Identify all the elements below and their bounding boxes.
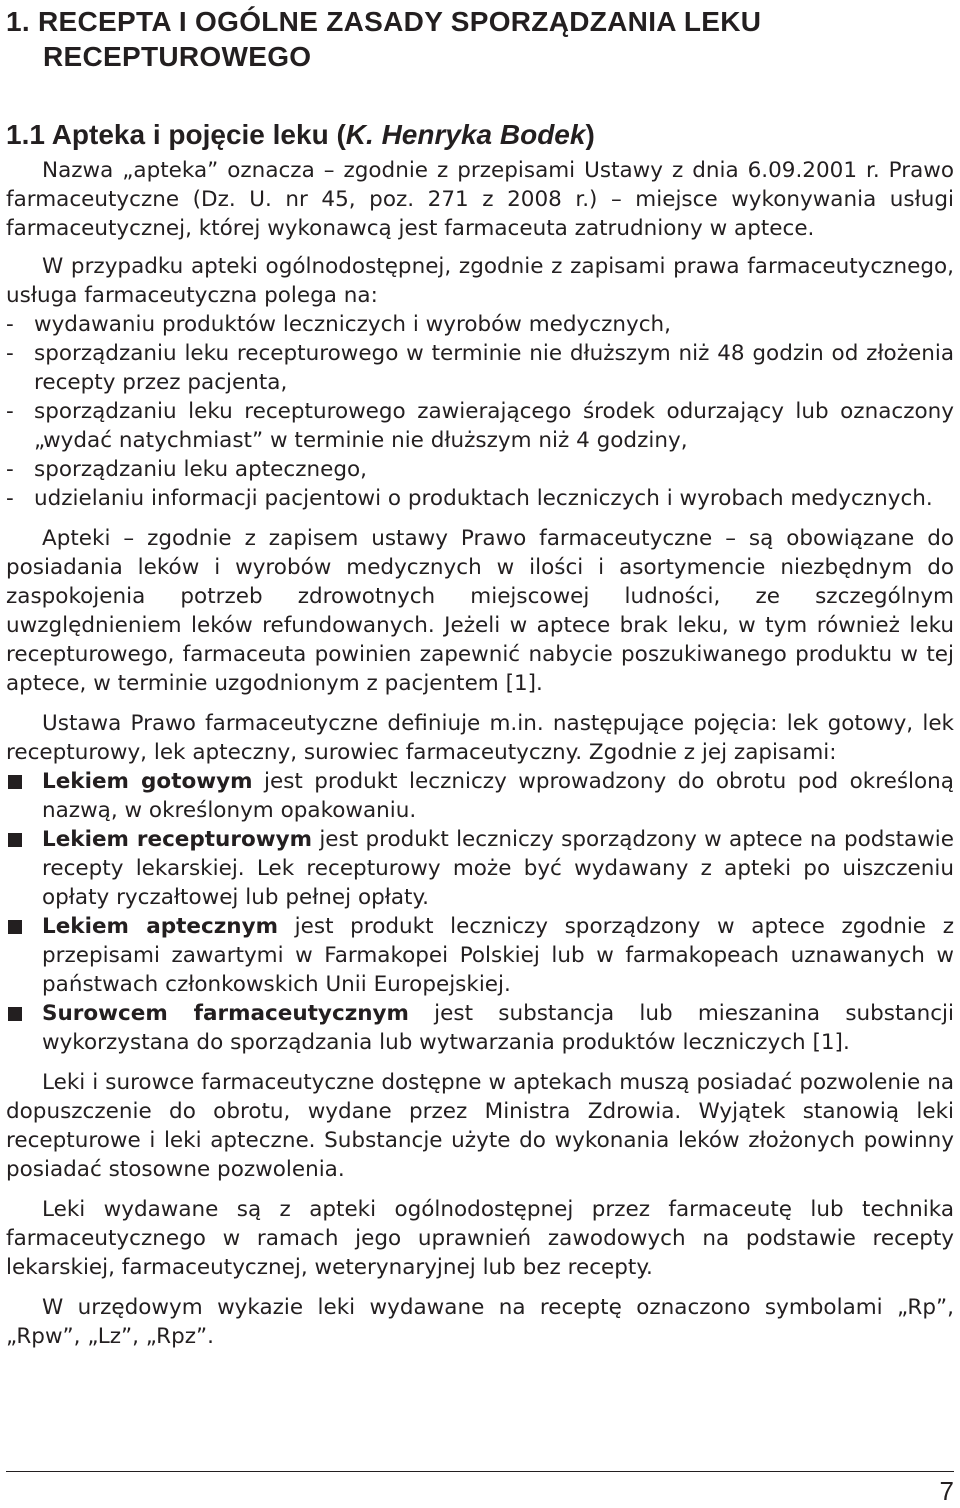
footer-divider: [6, 1471, 954, 1472]
definition-text: jest produkt leczniczy sporządzony w aptece na podstawie recepty lekarskiej. Lek recepturowy może być wydawany z apteki po uiszczeniu opłaty ryczałtowej lub pełnej opłaty.: [42, 827, 954, 910]
chapter-heading-line-1: 1. RECEPTA I OGÓLNE ZASADY SPORZĄDZANIA LEKU: [6, 6, 762, 37]
list-item: - udzielaniu informacji pacjentowi o produktach leczniczych i wyrobach medycznych.: [6, 486, 933, 511]
paragraph-apteka-definition: Nazwa „apteka” oznacza – zgodnie z przepisami Ustawy z dnia 6.09.2001 r. Prawo farmaceutyczne (Dz. U. nr 45, poz. 271 z 2008 r.) – miejsce wykonywania usługi farmaceutycznej, której wykonawcą jest farmaceuta zatrudniony w aptece.: [6, 158, 954, 241]
square-bullet-icon: [8, 920, 22, 934]
list-item: - wydawaniu produktów leczniczych i wyrobów medycznych,: [6, 312, 672, 337]
list-item: - sporządzaniu leku recepturowego w terminie nie dłuższym niż 48 godzin od złożenia recepty przez pacjenta,: [6, 341, 954, 395]
author-paren-open: (: [336, 119, 346, 150]
author-name: K. Henryka Bodek: [345, 119, 586, 150]
list-item: - sporządzaniu leku recepturowego zawierającego środek odurzający lub oznaczony „wydać natychmiast” w terminie nie dłuższym niż 4 godziny,: [6, 399, 954, 453]
author-paren-close: ): [585, 119, 595, 150]
definition-term: Lekiem aptecznym: [42, 914, 278, 939]
dash-marker: -: [6, 486, 14, 511]
page-number: 7: [939, 1476, 954, 1506]
dash-marker: -: [6, 341, 14, 366]
section-author: [336, 119, 594, 150]
list-item: [6, 767, 954, 825]
paragraph-definitions-intro: Ustawa Prawo farmaceutyczne definiuje m.in. następujące pojęcia: lek gotowy, lek recepturowy, lek apteczny, surowiec farmaceutyczny. Zgodnie z jej zapisami:: [6, 711, 954, 765]
dash-marker: -: [6, 399, 14, 424]
paragraph-prescription-symbols: W urzędowym wykazie leki wydawane na receptę oznaczono symbolami „Rp”, „Rpw”, „Lz”, „Rpz”.: [6, 1295, 954, 1349]
dash-marker: -: [6, 457, 14, 482]
chapter-heading: [6, 4, 954, 74]
section-number: 1.1: [6, 119, 45, 150]
definition-text: jest produkt leczniczy wprowadzony do obrotu pod określoną nazwą, w określonym opakowaniu.: [42, 769, 954, 823]
paragraph-dispensing: Leki wydawane są z apteki ogólnodostępnej przez farmaceutę lub technika farmaceutycznego w ramach jego uprawnień zawodowych na podstawie recepty lekarskiej, farmaceutycznej, weterynaryjnej lub bez recepty.: [6, 1197, 954, 1280]
list-item: [6, 825, 954, 912]
list-item: [6, 999, 954, 1057]
document-page: [6, 0, 954, 1508]
paragraph-pharmacy-obligations: Apteki – zgodnie z zapisem ustawy Prawo farmaceutyczne – są obowiązane do posiadania leków i wyrobów medycznych w ilości i asortymencie niezbędnym do zaspokojenia potrzeb zdrowotnych miejscowej ludności, ze szczególnym uwzględnieniem leków refundowanych. Jeżeli w aptece brak leku, w tym również leku recepturowego, farmaceuta powinien zapewnić nabycie poszukiwanego produktu w tej aptece, w terminie uzgodnionym z pacjentem [1].: [6, 526, 954, 696]
dash-marker: -: [6, 312, 14, 337]
definition-text: jest produkt leczniczy sporządzony w aptece zgodnie z przepisami zawartymi w Farmakopei Polskiej lub w farmakopeach uznawanych w państwach członkowskich Unii Europejskiej.: [42, 914, 954, 997]
square-bullet-icon: [8, 1007, 22, 1021]
definition-term: Surowcem farmaceutycznym: [42, 1001, 409, 1026]
section-heading: [6, 118, 954, 152]
services-list: [6, 310, 954, 513]
chapter-heading-line-2: RECEPTUROWEGO: [43, 41, 312, 72]
square-bullet-icon: [8, 775, 22, 789]
list-item: [6, 912, 954, 999]
definition-term: Lekiem gotowym: [42, 769, 253, 794]
paragraph-marketing-authorization: Leki i surowce farmaceutyczne dostępne w aptekach muszą posiadać pozwolenie na dopuszczenie do obrotu, wydane przez Ministra Zdrowia. Wyjątek stanowią leki recepturowe i leki apteczne. Substancje użyte do wykonania leków złożonych powinny posiadać stosowne pozwolenia.: [6, 1070, 954, 1182]
section-title: Apteka i pojęcie leku: [51, 119, 329, 150]
definition-term: Lekiem recepturowym: [42, 827, 313, 852]
definitions-list: [6, 767, 954, 1057]
list-item: - sporządzaniu leku aptecznego,: [6, 457, 367, 482]
definition-text: jest substancja lub mieszanina substancji wykorzystana do sporządzania lub wytwarzania produktów leczniczych [1].: [42, 1001, 954, 1055]
paragraph-services-intro: W przypadku apteki ogólnodostępnej, zgodnie z zapisami prawa farmaceutycznego, usługa farmaceutyczna polega na:: [6, 254, 954, 308]
square-bullet-icon: [8, 833, 22, 847]
